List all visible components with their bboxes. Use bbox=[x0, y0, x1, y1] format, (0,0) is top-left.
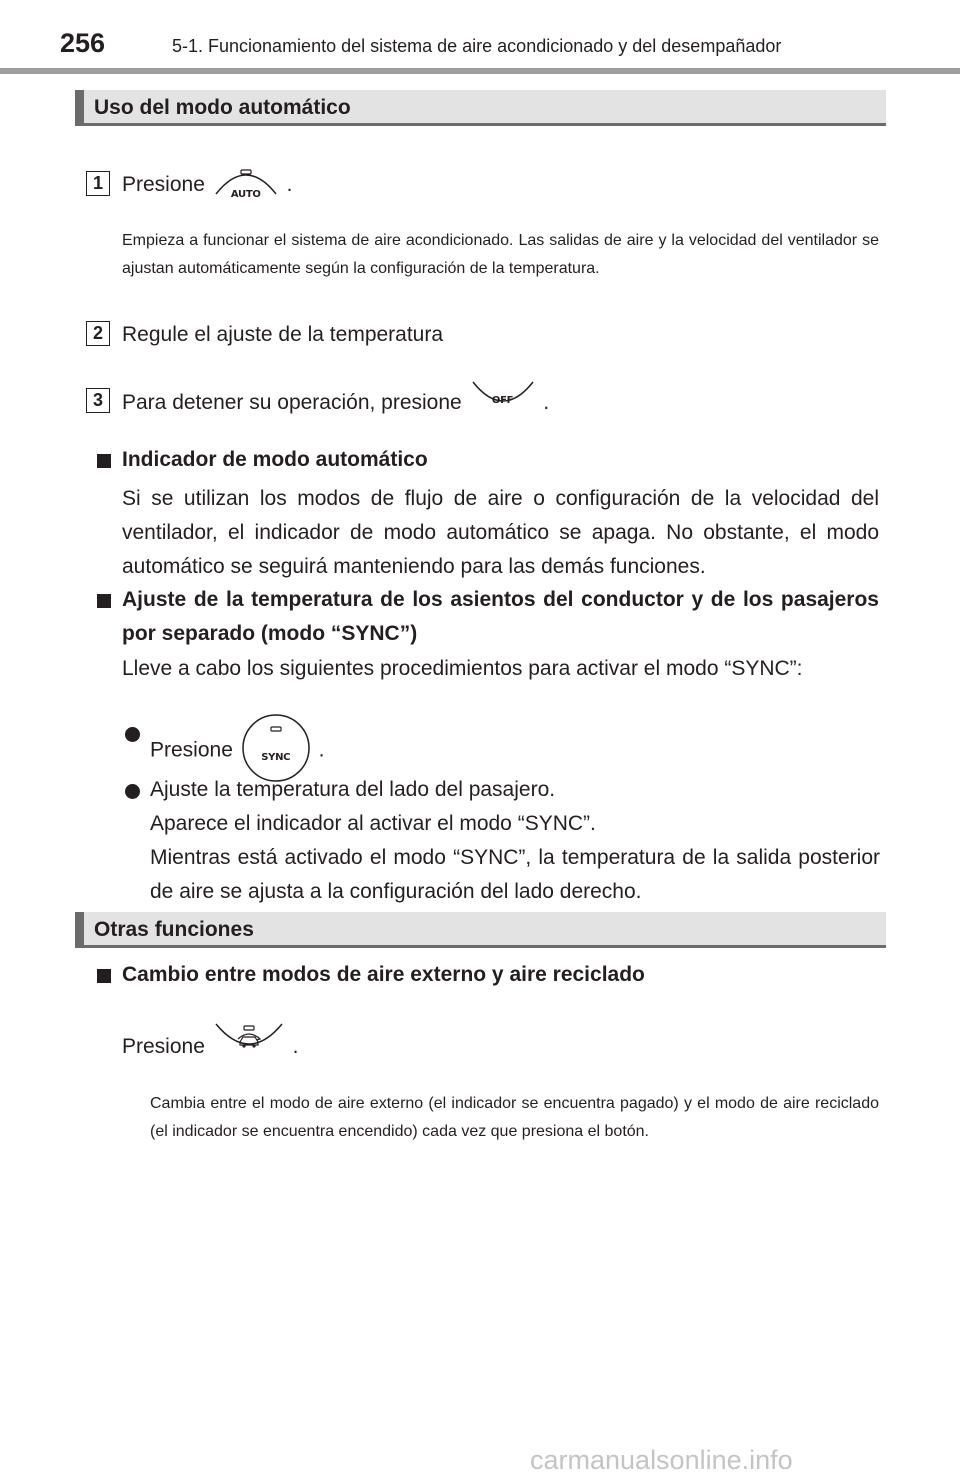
step-3-text-before: Para detener su operación, presione bbox=[122, 391, 468, 414]
running-header: 5-1. Funcionamiento del sistema de aire acondicionado y del desempañador bbox=[172, 36, 782, 56]
indicator-heading: Indicador de modo automático bbox=[122, 448, 428, 471]
step-2-text: Regule el ajuste de la temperatura bbox=[122, 323, 444, 346]
sync-bullet-2 bbox=[150, 773, 880, 909]
sync-bullet-1-text: Presione bbox=[150, 738, 239, 762]
recirc-step-after: . bbox=[292, 1035, 299, 1058]
recirc-heading: Cambio entre modos de aire externo y aire reciclado bbox=[122, 963, 645, 986]
sync-bullet-2-line-2: Aparece el indicador al activar el modo “SYNC”. bbox=[150, 812, 596, 835]
round-bullet bbox=[125, 727, 140, 742]
square-bullet bbox=[97, 594, 111, 608]
recirc-step-text: Presione bbox=[122, 1035, 211, 1058]
sync-bullet-2-line-3: Mientras está activado el modo “SYNC”, la temperatura de la salida posterior de aire se ajusta a la configuración del lado derecho. bbox=[150, 846, 880, 903]
recirculation-button-icon bbox=[213, 1022, 285, 1056]
sync-bullet-2-line-1: Ajuste la temperatura del lado del pasajero. bbox=[150, 778, 556, 801]
step-3-text bbox=[122, 386, 882, 420]
step-number-1: 1 bbox=[86, 171, 110, 196]
step-3-text-after: . bbox=[543, 391, 550, 414]
step-1-text bbox=[122, 168, 882, 202]
square-bullet bbox=[97, 454, 111, 468]
step-1-note: Empieza a funcionar el sistema de aire acondicionado. Las salidas de aire y la velocidad del ventilador se ajustan automáticamente según la configuración de la temperatura. bbox=[122, 232, 879, 277]
recirc-step bbox=[122, 1030, 882, 1064]
section-title: Uso del modo automático bbox=[94, 96, 351, 119]
recirc-note: Cambia entre el modo de aire externo (el indicador se encuentra pagado) y el modo de aire reciclado (el indicador se encuentra encendido) cada vez que presiona el botón. bbox=[150, 1095, 879, 1140]
section-header-auto-mode bbox=[75, 90, 886, 126]
page-number: 256 bbox=[60, 28, 106, 58]
watermark: carmanualsonline.info bbox=[530, 1445, 793, 1475]
step-1-text-after: . bbox=[286, 173, 293, 196]
square-bullet bbox=[97, 969, 111, 983]
auto-button-icon bbox=[213, 162, 279, 201]
section-title: Otras funciones bbox=[94, 918, 254, 941]
sync-button-label: SYNC bbox=[261, 752, 291, 763]
sync-intro: Lleve a cabo los siguientes procedimientos para activar el modo “SYNC”: bbox=[122, 657, 803, 680]
section-header-other-functions bbox=[75, 912, 886, 948]
step-1-text-before: Presione bbox=[122, 173, 211, 196]
header-rule bbox=[0, 68, 960, 74]
round-bullet bbox=[125, 784, 140, 799]
sync-bullet-1-after: . bbox=[318, 738, 325, 762]
step-number-2: 2 bbox=[86, 321, 110, 346]
off-button-label: OFF bbox=[491, 395, 514, 407]
indicator-body: Si se utilizan los modos de flujo de aire o configuración de la velocidad del ventilador, el indicador de modo automático se apaga. No obstante, el modo automático se seguirá manteniendo para las demás funciones. bbox=[122, 487, 879, 578]
recirculation-car-icon bbox=[213, 1022, 285, 1056]
off-button-icon bbox=[470, 380, 536, 414]
step-number-3: 3 bbox=[86, 388, 110, 413]
sync-heading: Ajuste de la temperatura de los asientos del conductor y de los pasajeros por separado (modo “SYNC”) bbox=[122, 588, 879, 645]
auto-button-label: AUTO bbox=[230, 189, 261, 201]
